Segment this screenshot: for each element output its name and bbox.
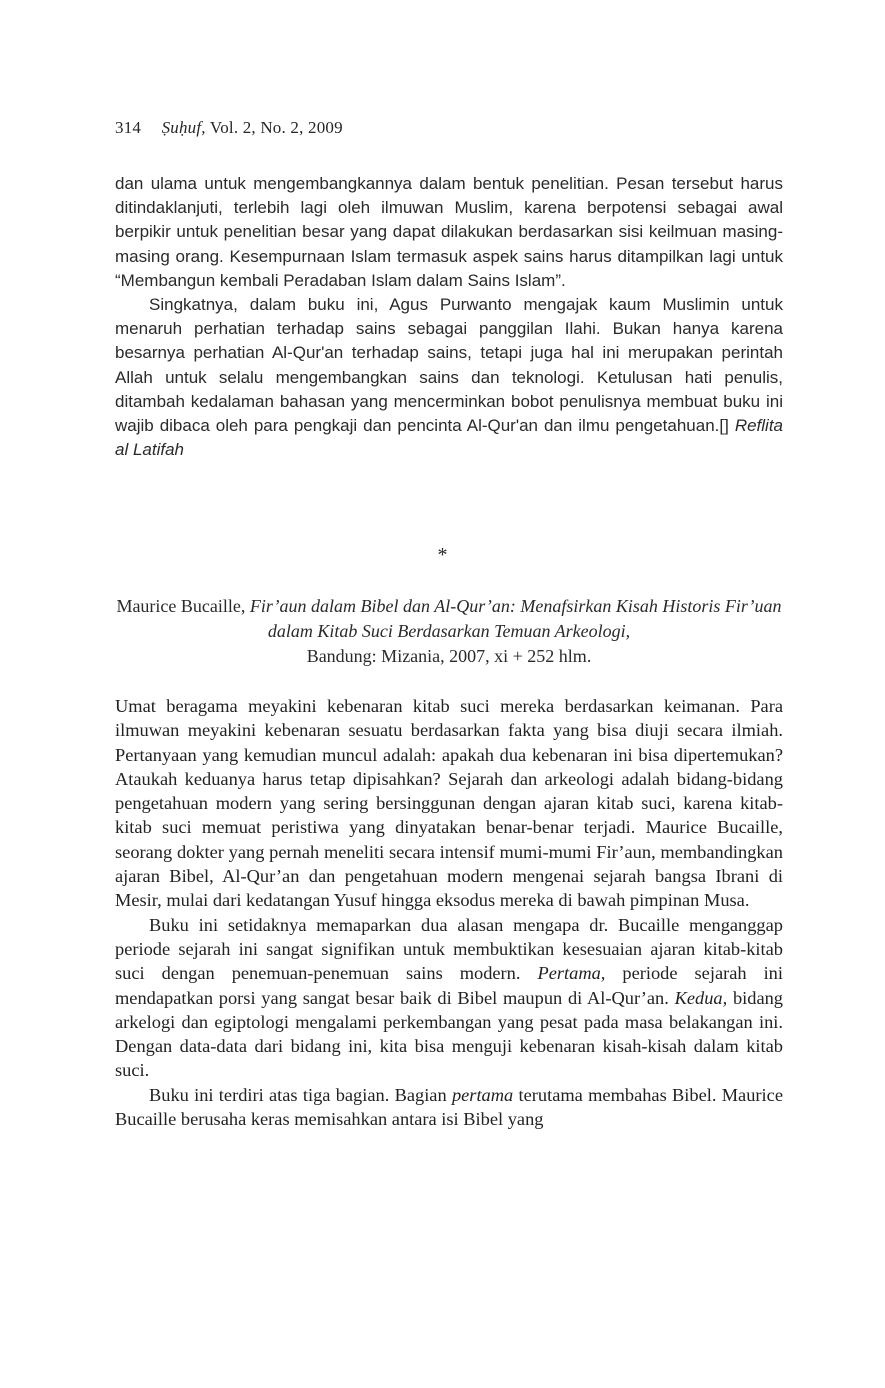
journal-volume: Vol. 2, No. 2, 2009 [209,118,343,137]
page-number: 314 [115,118,142,137]
review-2-paragraph-1: Umat beragama meyakini kebenaran kitab suci mereka berdasarkan keimanan. Para ilmuwan meyakini kebenaran sesuatu berdasarkan fakta yang bisa diuji secara ilmiah. Pertanyaan yang kemudian muncul adalah: apakah dua kebenaran ini bisa dipertemukan? Ataukah keduanya harus tetap dipisahkan? Sejarah dan arkeologi adalah bidang-bidang pengetahuan modern yang sering bersinggunan dengan ajaran kitab suci, karena kitab-kitab suci memuat peristiwa yang dinyatakan benar-benar terjadi. Maurice Bucaille, seorang dokter yang pernah meneliti secara intensif mumi-mumi Fir’aun, membandingkan ajaran Bibel, Al-Qur’an dan pengetahuan modern mengenai sejarah bangsa Ibrani di Mesir, mulai dari kedatangan Yusuf hingga eksodus mereka di bawah pimpinan Musa. [115,696,783,911]
emphasis-kedua: Kedua, [674,987,728,1008]
reviewer-name: Reflita al Latifah [115,416,783,460]
review-1-paragraph-2 [115,293,783,462]
emphasis-pertama-2: pertama [451,1084,514,1105]
review-1-text [115,172,783,462]
book-citation [115,594,783,669]
review-1-paragraph-1: dan ulama untuk mengembangkannya dalam bentuk penelitian. Pesan tersebut harus ditindaklanjuti, terlebih lagi oleh ilmuwan Muslim, karena berpotensi sebagai awal berpikir untuk penelitian besar yang dapat dilakukan berdasarkan sisi keilmuan masing-masing orang. Kesempurnaan Islam termasuk aspek sains harus ditampilkan lagi untuk “Membangun kembali Peradaban Islam dalam Sains Islam”. [115,174,783,290]
journal-name: Ṣuḥuf, [161,118,206,137]
running-header [115,118,343,138]
section-separator: * [437,544,448,566]
review-2-paragraph-3-part-a: Buku ini terdiri atas tiga bagian. Bagian [149,1084,447,1105]
citation-title: Fir’aun dalam Bibel dan Al-Qur’an: Menafsirkan Kisah Historis Fir’uan dalam Kitab Suci Berdasarkan Temuan Arkeologi, [249,596,782,641]
review-2-paragraph-2-part-b: periode sejarah ini mendapatkan porsi yang sangat besar baik di Bibel maupun di Al-Qur’an. [115,963,783,1008]
citation-author: Maurice Bucaille, [116,596,246,616]
review-2-paragraph-2-part-a: Buku ini setidaknya memaparkan dua alasan mengapa dr. Bucaille menganggap periode sejarah ini sangat signifikan untuk membuktikan kesesuaian ajaran kitab-kitab suci dengan penemuan-penemuan sains modern. [115,914,783,984]
review-2-paragraph-3 [115,1083,783,1132]
review-2-paragraph-2 [115,913,783,1083]
citation-publisher: Bandung: Mizania, 2007, xi + 252 hlm. [306,646,592,666]
review-2-paragraph-2-part-c: bidang arkelogi dan egiptologi mengalami perkembangan yang pesat pada masa belakangan ini. Dengan data-data dari bidang ini, kita bisa menguji kebenaran kisah-kisah dalam kitab suci. [115,987,783,1081]
review-2-text [115,694,783,1131]
review-1-paragraph-2-text: Singkatnya, dalam buku ini, Agus Purwanto mengajak kaum Muslimin untuk menaruh perhatian terhadap sains sebagai panggilan Ilahi. Bukan hanya karena besarnya perhatian Al-Qur'an terhadap sains, tetapi juga hal ini merupakan perintah Allah untuk selalu mengembangkan sains dan teknologi. Ketulusan hati penulis, ditambah kedalaman bahasan yang mencerminkan bobot penulisnya membuat buku ini wajib dibaca oleh para pengkaji dan pencinta Al-Qur'an dan ilmu pengetahuan.[] [115,295,783,436]
review-2-paragraph-3-part-b: terutama membahas Bibel. Maurice Bucaille berusaha keras memisahkan antara isi Bibel yang [115,1084,783,1130]
emphasis-pertama: Pertama, [537,963,606,984]
